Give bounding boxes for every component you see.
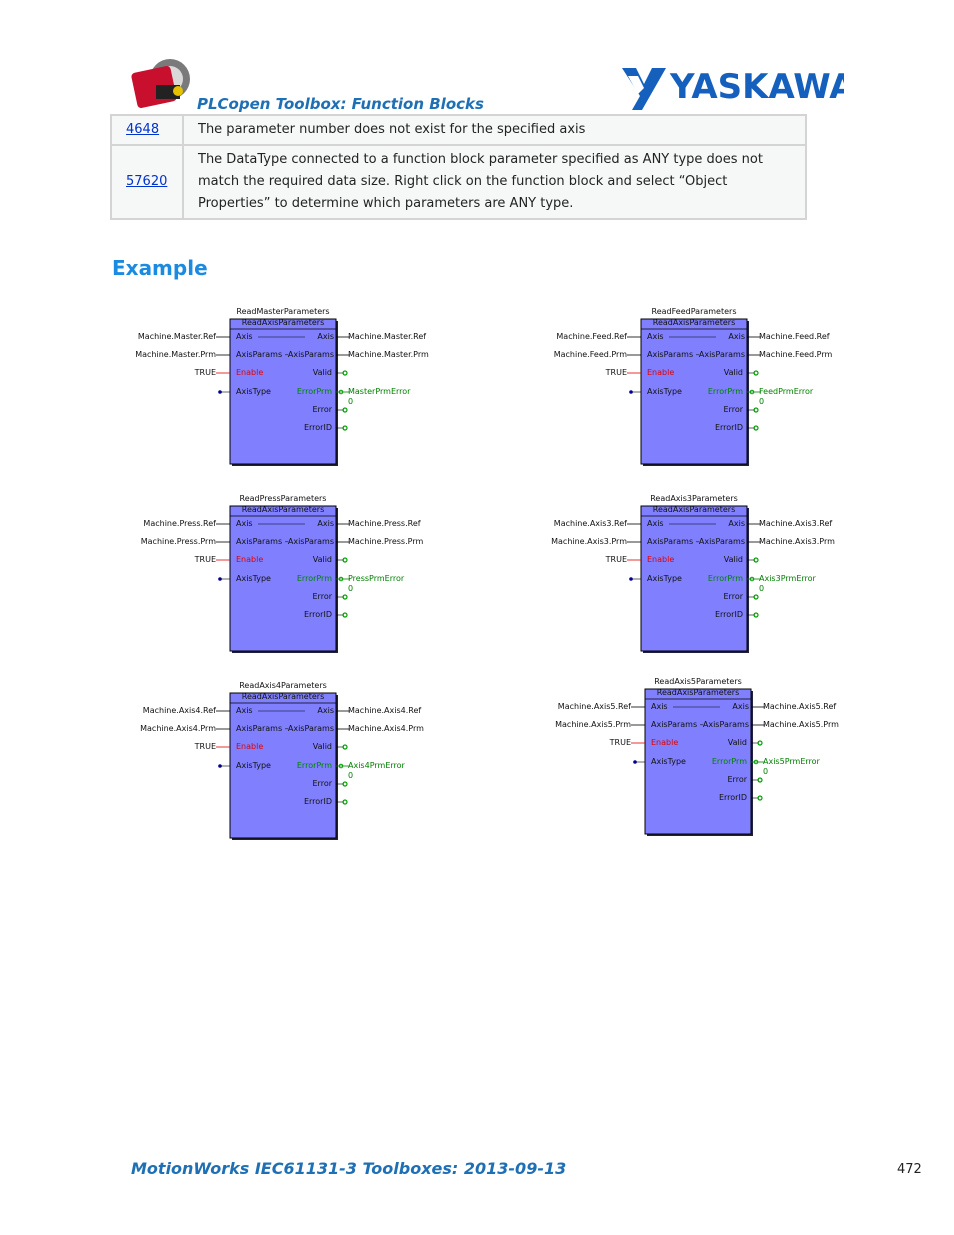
pin-enable: Enable	[647, 368, 675, 377]
output-variable-errorprm: MasterPrmError	[348, 387, 411, 396]
pin-valid: Valid	[312, 368, 332, 377]
input-variable-enable: TRUE	[194, 368, 216, 377]
output-variable-axis: Machine.Feed.Ref	[759, 332, 830, 341]
output-variable-errorprm: FeedPrmError	[759, 387, 814, 396]
output-variable-params: Machine.Axis4.Prm	[348, 724, 424, 733]
output-dot	[754, 426, 758, 430]
output-dot	[758, 778, 762, 782]
pin-errorprm: ErrorPrm	[711, 757, 747, 766]
input-variable-axis: Machine.Axis5.Ref	[557, 702, 631, 711]
output-variable-params: Machine.Axis5.Prm	[763, 720, 839, 729]
pin-errorprm: ErrorPrm	[296, 574, 332, 583]
output-dot	[754, 613, 758, 617]
pin-axisparams-in: AxisParams –	[651, 720, 704, 729]
pin-errorid: ErrorID	[718, 793, 747, 802]
function-block	[527, 676, 857, 841]
input-variable-enable: TRUE	[194, 555, 216, 564]
output-variable-errorprm: Axis3PrmError	[759, 574, 816, 583]
block-instance-name: ReadAxis5Parameters	[654, 677, 742, 686]
block-instance-name: ReadPressParameters	[239, 494, 327, 503]
pin-axis-in: Axis	[236, 332, 253, 341]
pin-axis-in: Axis	[236, 519, 253, 528]
pin-errorprm: ErrorPrm	[707, 574, 743, 583]
output-variable-params: Machine.Press.Prm	[348, 537, 424, 546]
section-heading-example: Example	[112, 256, 208, 280]
pin-axisparams-out: AxisParams	[698, 350, 745, 359]
pin-axistype: AxisType	[647, 387, 682, 396]
pin-axis-out: Axis	[317, 706, 334, 715]
pin-axisparams-in: AxisParams –	[236, 350, 289, 359]
pin-axistype: AxisType	[236, 574, 271, 583]
pin-enable: Enable	[236, 742, 264, 751]
pin-errorid: ErrorID	[714, 610, 743, 619]
pin-axisparams-in: AxisParams –	[236, 724, 289, 733]
table-row	[111, 145, 806, 219]
pin-valid: Valid	[312, 555, 332, 564]
block-instance-name: ReadFeedParameters	[651, 307, 737, 316]
pin-enable: Enable	[651, 738, 679, 747]
output-dot	[754, 371, 758, 375]
input-variable-params: Machine.Master.Prm	[135, 350, 216, 359]
plcopen-toolbox-logo	[130, 55, 200, 111]
pin-axisparams-out: AxisParams	[287, 350, 334, 359]
output-dot	[754, 408, 758, 412]
input-variable-axis: Machine.Axis4.Ref	[142, 706, 216, 715]
pin-axisparams-in: AxisParams –	[647, 537, 700, 546]
error-code-cell	[111, 115, 183, 145]
pin-error: Error	[723, 592, 743, 601]
output-dot	[758, 796, 762, 800]
block-instance-name: ReadAxis3Parameters	[650, 494, 738, 503]
pin-axisparams-in: AxisParams –	[236, 537, 289, 546]
header-title: PLCopen Toolbox: Function Blocks	[197, 95, 484, 113]
pin-error: Error	[727, 775, 747, 784]
output-initial-value: 0	[759, 584, 765, 593]
input-variable-params: Machine.Axis3.Prm	[551, 537, 627, 546]
output-variable-axis: Machine.Press.Ref	[348, 519, 421, 528]
input-variable-axis: Machine.Feed.Ref	[556, 332, 627, 341]
pin-valid: Valid	[312, 742, 332, 751]
table-row	[111, 115, 806, 145]
pin-axistype: AxisType	[647, 574, 682, 583]
yaskawa-logo	[622, 66, 844, 112]
block-instance-name: ReadAxis4Parameters	[239, 681, 327, 690]
error-description-cell: The DataType connected to a function block parameter specified as ANY type does not match the required data size. Right click on the function block and select “Object Properties” to determine which parameters are ANY type.	[183, 145, 806, 219]
output-variable-axis: Machine.Axis4.Ref	[348, 706, 422, 715]
pin-axis-out: Axis	[317, 332, 334, 341]
block-type-name: ReadAxisParameters	[652, 318, 736, 327]
pin-valid: Valid	[723, 368, 743, 377]
pin-errorid: ErrorID	[714, 423, 743, 432]
function-block	[112, 493, 442, 658]
input-variable-params: Machine.Axis4.Prm	[140, 724, 216, 733]
output-dot	[754, 558, 758, 562]
pin-error: Error	[312, 779, 332, 788]
pin-enable: Enable	[647, 555, 675, 564]
output-initial-value: 0	[763, 767, 769, 776]
pin-errorid: ErrorID	[303, 610, 332, 619]
output-dot	[758, 741, 762, 745]
brand-text: YASKAWA	[670, 67, 844, 107]
pin-error: Error	[312, 592, 332, 601]
error-code-table	[110, 114, 807, 220]
input-variable-params: Machine.Press.Prm	[140, 537, 216, 546]
error-code-link[interactable]: 4648	[126, 122, 160, 137]
output-variable-axis: Machine.Axis3.Ref	[759, 519, 833, 528]
page-number: 472	[897, 1162, 922, 1177]
pin-axis-in: Axis	[647, 519, 664, 528]
error-code-cell	[111, 145, 183, 219]
input-variable-enable: TRUE	[194, 742, 216, 751]
block-instance-name: ReadMasterParameters	[236, 307, 330, 316]
output-variable-params: Machine.Feed.Prm	[759, 350, 833, 359]
pin-error: Error	[312, 405, 332, 414]
pin-errorid: ErrorID	[303, 797, 332, 806]
pin-enable: Enable	[236, 368, 264, 377]
output-variable-params: Machine.Master.Prm	[348, 350, 429, 359]
input-variable-enable: TRUE	[609, 738, 631, 747]
pin-axisparams-out: AxisParams	[698, 537, 745, 546]
pin-enable: Enable	[236, 555, 264, 564]
output-initial-value: 0	[348, 584, 354, 593]
function-block	[523, 493, 853, 658]
output-variable-errorprm: PressPrmError	[348, 574, 405, 583]
input-variable-enable: TRUE	[605, 555, 627, 564]
input-variable-axis: Machine.Press.Ref	[143, 519, 216, 528]
input-variable-enable: TRUE	[605, 368, 627, 377]
pin-valid: Valid	[723, 555, 743, 564]
block-type-name: ReadAxisParameters	[656, 688, 740, 697]
output-initial-value: 0	[348, 771, 354, 780]
pin-axisparams-out: AxisParams	[702, 720, 749, 729]
input-variable-axis: Machine.Master.Ref	[137, 332, 216, 341]
output-variable-axis: Machine.Master.Ref	[348, 332, 427, 341]
error-description-cell: The parameter number does not exist for the specified axis	[183, 115, 806, 145]
pin-axis-out: Axis	[732, 702, 749, 711]
pin-error: Error	[723, 405, 743, 414]
pin-errorid: ErrorID	[303, 423, 332, 432]
block-type-name: ReadAxisParameters	[241, 505, 325, 514]
output-initial-value: 0	[348, 397, 354, 406]
function-block	[112, 306, 442, 471]
pin-axis-in: Axis	[651, 702, 668, 711]
footer-title: MotionWorks IEC61131-3 Toolboxes: 2013-09-13	[131, 1159, 567, 1178]
block-type-name: ReadAxisParameters	[241, 318, 325, 327]
output-variable-errorprm: Axis5PrmError	[763, 757, 820, 766]
output-variable-params: Machine.Axis3.Prm	[759, 537, 835, 546]
pin-axis-in: Axis	[647, 332, 664, 341]
block-type-name: ReadAxisParameters	[241, 692, 325, 701]
pin-errorprm: ErrorPrm	[296, 761, 332, 770]
pin-axistype: AxisType	[236, 761, 271, 770]
output-variable-axis: Machine.Axis5.Ref	[763, 702, 837, 711]
pin-axis-out: Axis	[728, 519, 745, 528]
input-variable-params: Machine.Feed.Prm	[553, 350, 627, 359]
pin-axisparams-out: AxisParams	[287, 724, 334, 733]
function-block	[112, 680, 442, 845]
input-variable-params: Machine.Axis5.Prm	[555, 720, 631, 729]
pin-axis-out: Axis	[317, 519, 334, 528]
pin-valid: Valid	[727, 738, 747, 747]
pin-axisparams-out: AxisParams	[287, 537, 334, 546]
pin-axistype: AxisType	[651, 757, 686, 766]
pin-axis-out: Axis	[728, 332, 745, 341]
output-variable-errorprm: Axis4PrmError	[348, 761, 405, 770]
pin-errorprm: ErrorPrm	[296, 387, 332, 396]
pin-errorprm: ErrorPrm	[707, 387, 743, 396]
function-block	[523, 306, 853, 471]
output-dot	[754, 595, 758, 599]
block-type-name: ReadAxisParameters	[652, 505, 736, 514]
pin-axis-in: Axis	[236, 706, 253, 715]
output-initial-value: 0	[759, 397, 765, 406]
error-code-link[interactable]: 57620	[126, 174, 168, 189]
input-variable-axis: Machine.Axis3.Ref	[553, 519, 627, 528]
pin-axistype: AxisType	[236, 387, 271, 396]
pin-axisparams-in: AxisParams –	[647, 350, 700, 359]
